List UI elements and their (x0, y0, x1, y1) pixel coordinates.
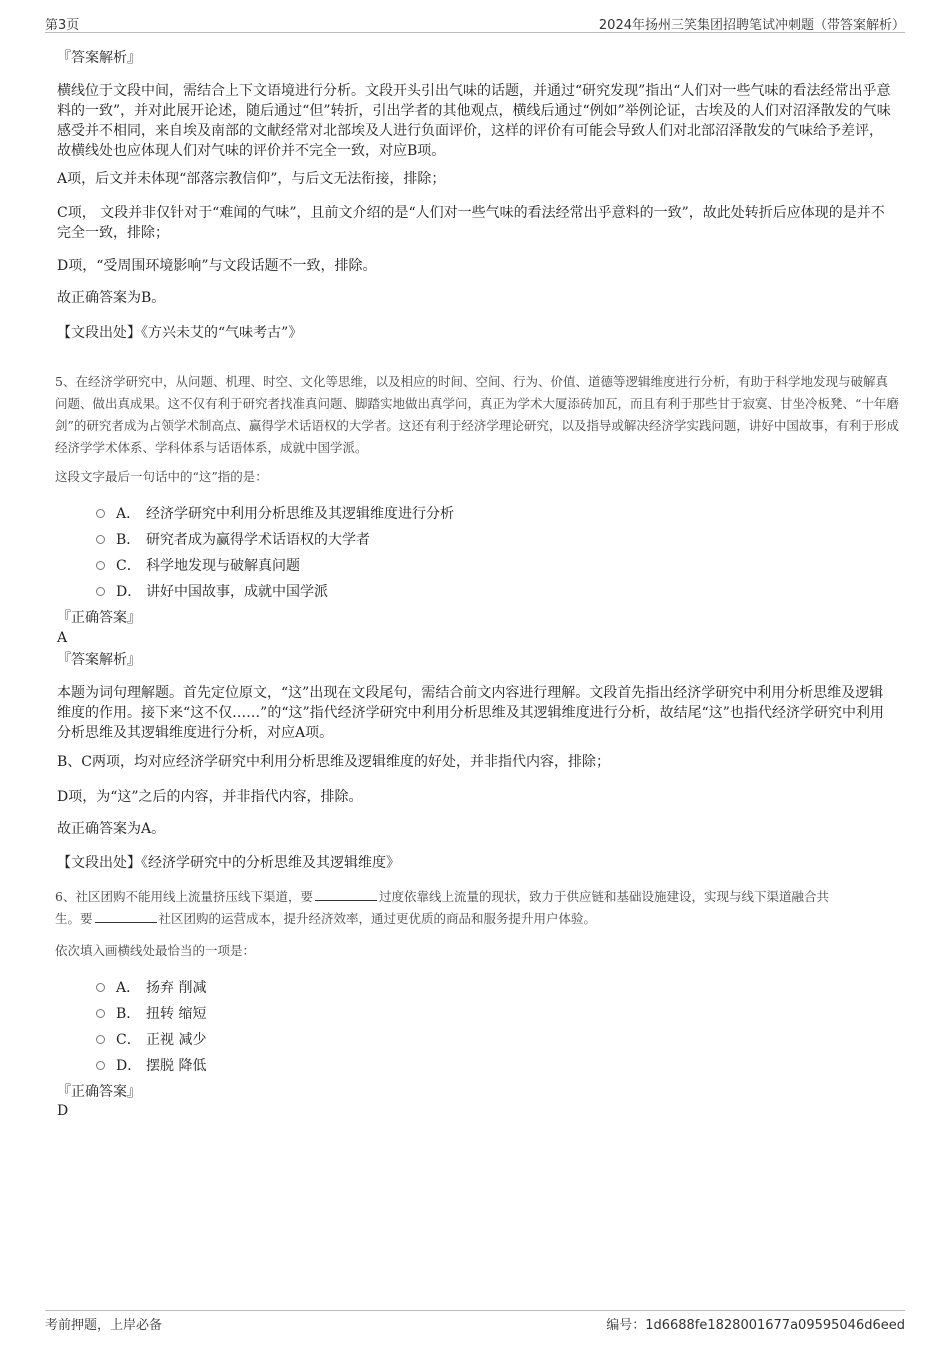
option-text: 正视 减少 (146, 1032, 207, 1048)
option-text: 讲好中国故事，成就中国学派 (146, 584, 328, 600)
q6-prompt: 依次填入画横线处最恰当的一项是： (55, 943, 256, 958)
option-text: 扭转 缩短 (146, 1006, 207, 1022)
page-number: 第3页 (45, 18, 80, 33)
option-text: 科学地发现与破解真问题 (146, 558, 300, 574)
q5-prompt: 这段文字最后一句话中的“这”指的是： (55, 469, 268, 484)
q4-analysis-p1: 横线位于文段中间，需结合上下文语境进行分析。文段开头引出气味的话题，并通过“研究发现”指出“人们对一些气味的看法经常出乎意料的一致”，并对此展开论述，随后通过“但”转折，引出学者的其他观点，横线后通过“例如”举例论证，古埃及的人们对沼泽散发的气味感受并不相同，来自埃及南部的文献经常对北部埃及人进行负面评价，这样的评价有可能会导致人们对北部沼泽散发的气味给予差评，故横线处也应体现人们对气味的评价并不完全一致，对应B项。 (57, 83, 891, 159)
q4-analysis-p4: D项，“受周围环境影响”与文段话题不一致，排除。 (57, 258, 377, 274)
option-letter: B． (116, 532, 141, 548)
page-header (45, 14, 905, 33)
q4-answer-statement: 故正确答案为B。 (57, 290, 166, 306)
q5-stem: 5、在经济学研究中，从问题、机理、时空、文化等思维，以及相应的时间、空间、行为、价值、道德等逻辑维度进行分析，有助于科学地发现与破解真问题、做出真成果。这不仅有利于研究者找准真问题、脚踏实地做出真学问，真正为学术大厦添砖加瓦，而且有利于那些甘于寂寞、甘坐冷板凳、“十年磨剑”的研究者成为占领学术制高点、赢得学术话语权的大学者。这还有利于经济学理论研究，以及指导或解决经济学实践问题，讲好中国故事，有利于形成经济学学术体系、学科体系与话语体系，成就中国学派。 (55, 374, 899, 455)
document-id: 编号：1d6688fe1828001677a09595046d6eed (606, 1318, 905, 1333)
document-title: 2024年扬州三笑集团招聘笔试冲刺题（带答案解析） (598, 18, 905, 33)
q5-analysis-p2: B、C两项，均对应经济学研究中利用分析思维及逻辑维度的好处，并非指代内容，排除； (57, 754, 610, 770)
q6-answer: D (57, 1103, 69, 1119)
q5-analysis-p1: 本题为词句理解题。首先定位原文，“这”出现在文段尾句，需结合前文内容进行理解。文段首先指出经济学研究中利用分析思维及逻辑维度的作用。接下来“这不仅……”的“这”指代经济学研究中利用分析思维及其逻辑维度进行分析，故结尾“这”也指代经济学研究中利用分析思维及其逻辑维度进行分析，对应A项。 (57, 685, 884, 741)
q5-answer-label: 『正确答案』 (57, 610, 141, 626)
q4-analysis-label: 『答案解析』 (57, 50, 141, 66)
q6-stem-part: 社区团购的运营成本，提升经济效率，通过更优质的商品和服务提升用户体验。 (158, 911, 597, 926)
radio-icon[interactable] (96, 1061, 105, 1070)
q6-stem-part: 过度依靠线上流量的现状，致力于供应链和基础设施建设，实现与线下渠道融合共 (378, 889, 829, 904)
option-letter: D． (116, 1058, 142, 1074)
option-letter: A． (116, 506, 141, 522)
q6-stem-part: 6、社区团购不能用线上流量挤压线下渠道，要 (55, 889, 313, 904)
q5-options (96, 500, 796, 604)
q6-options (96, 974, 796, 1078)
q6-option-c[interactable] (96, 1026, 796, 1052)
radio-icon[interactable] (96, 983, 105, 992)
option-letter: C． (116, 558, 141, 574)
radio-icon[interactable] (96, 1035, 105, 1044)
q5-option-d[interactable] (96, 578, 796, 604)
q6-answer-label: 『正确答案』 (57, 1084, 141, 1100)
q6-option-b[interactable] (96, 1000, 796, 1026)
q4-analysis-p3: C项， 文段并非仅针对于“难闻的气味”，且前文介绍的是“人们对一些气味的看法经常出乎意料的一致”，故此处转折后应体现的是并不完全一致，排除； (57, 205, 885, 241)
radio-icon[interactable] (96, 587, 105, 596)
q5-option-c[interactable] (96, 552, 796, 578)
q5-option-b[interactable] (96, 526, 796, 552)
q5-source: 【文段出处】《经济学研究中的分析思维及其逻辑维度》 (57, 855, 400, 871)
option-text: 摆脱 降低 (146, 1058, 207, 1074)
option-text: 扬弃 削减 (146, 980, 207, 996)
q5-analysis-label: 『答案解析』 (57, 652, 141, 668)
option-letter: B． (116, 1006, 141, 1022)
page-footer (45, 1310, 905, 1331)
q6-option-a[interactable] (96, 974, 796, 1000)
q6-stem-part: 生。要 (55, 911, 93, 926)
footer-slogan: 考前押题，上岸必备 (45, 1318, 163, 1333)
radio-icon[interactable] (96, 535, 105, 544)
q4-source: 【文段出处】《方兴未艾的“气味考古”》 (57, 325, 303, 341)
q5-option-a[interactable] (96, 500, 796, 526)
q6-stem (55, 886, 900, 930)
q5-answer: A (57, 630, 68, 646)
fill-blank-1 (315, 888, 377, 901)
option-letter: C． (116, 1032, 141, 1048)
option-text: 经济学研究中利用分析思维及其逻辑维度进行分析 (146, 506, 454, 522)
q5-analysis-p3: D项，为“这”之后的内容，并非指代内容，排除。 (57, 789, 363, 805)
radio-icon[interactable] (96, 509, 105, 518)
q6-option-d[interactable] (96, 1052, 796, 1078)
option-letter: A． (116, 980, 141, 996)
q4-analysis-p2: A项，后文并未体现“部落宗教信仰”，与后文无法衔接，排除； (57, 171, 446, 187)
option-text: 研究者成为赢得学术话语权的大学者 (146, 532, 370, 548)
radio-icon[interactable] (96, 561, 105, 570)
q5-answer-statement: 故正确答案为A。 (57, 821, 166, 837)
radio-icon[interactable] (96, 1009, 105, 1018)
option-letter: D． (116, 584, 142, 600)
fill-blank-2 (95, 910, 157, 923)
